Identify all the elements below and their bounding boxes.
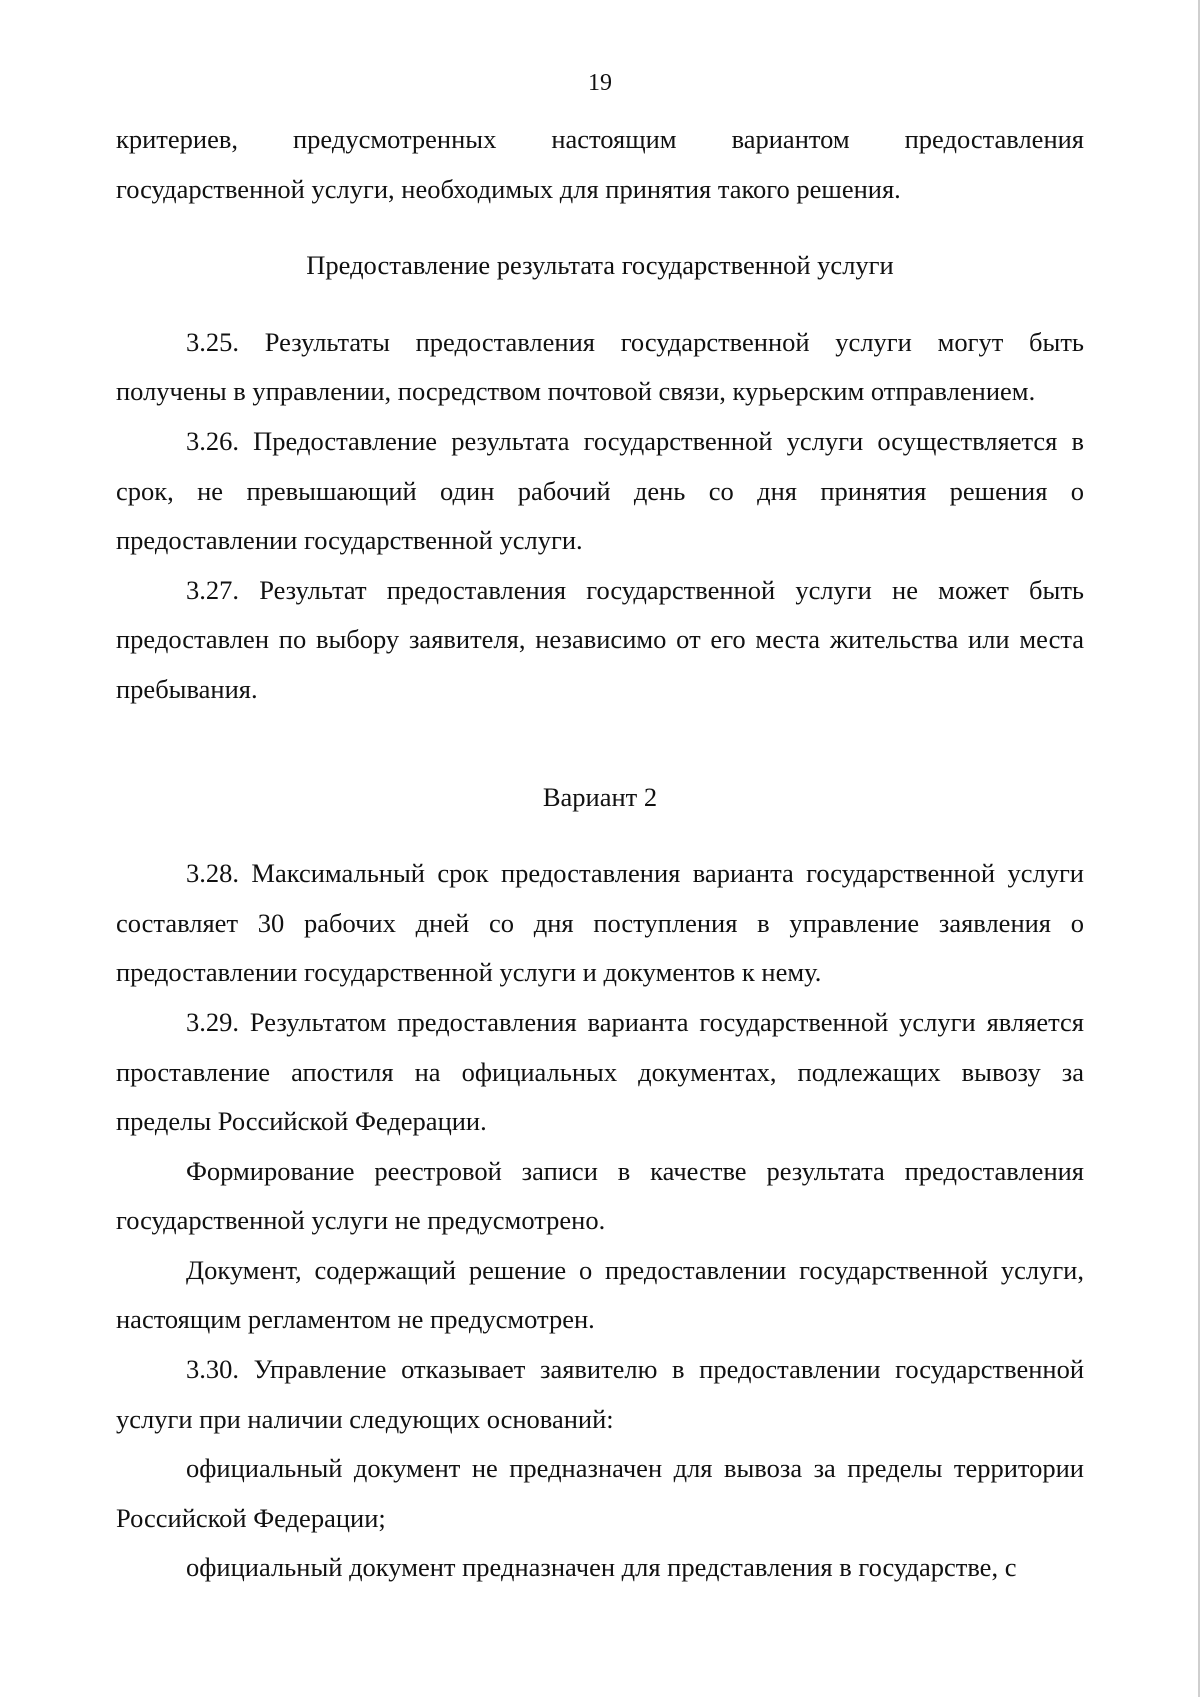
paragraph-registry-record: Формирование реестровой записи в качестве результата предоставления государственной услуги не предусмотрено.: [116, 1155, 1084, 1236]
paragraph-3-25: 3.25. Результаты предоставления государственной услуги могут быть получены в управлении, посредством почтовой связи, курьерским отправлением.: [116, 326, 1084, 407]
paragraph-refusal-ground-2: официальный документ предназначен для представления в государстве, с: [186, 1552, 1017, 1583]
section-heading-result: Предоставление результата государственной услуги: [306, 250, 894, 281]
paragraph-continuation: критериев, предусмотренных настоящим вариантом предоставления государственной услуги, необходимых для принятия такого решения.: [116, 124, 1084, 204]
paragraph-3-29: 3.29. Результатом предоставления варианта государственной услуги является проставление апостиля на официальных документах, подлежащих вывозу за пределы Российской Федерации.: [116, 1006, 1084, 1137]
paragraph-3-28: 3.28. Максимальный срок предоставления варианта государственной услуги составляет 30 рабочих дней со дня поступления в управление заявления о предоставлении государственной услуги и документов к нему.: [116, 858, 1084, 988]
paragraph-3-26: 3.26. Предоставление результата государственной услуги осуществляется в срок, не превышающий один рабочий день со дня принятия решения о предоставлении государственной услуги.: [116, 425, 1084, 556]
paragraph-decision-document: Документ, содержащий решение о предоставлении государственной услуги, настоящим регламентом не предусмотрен.: [116, 1254, 1084, 1335]
paragraph-refusal-ground-1: официальный документ не предназначен для вывоза за пределы территории Российской Федерации;: [116, 1453, 1084, 1533]
paragraph-3-27: 3.27. Результат предоставления государственной услуги не может быть предоставлен по выбору заявителя, независимо от его места жительства или места пребывания.: [116, 574, 1084, 704]
document-body: [116, 115, 1084, 1593]
section-heading-variant-2: Вариант 2: [542, 781, 658, 812]
page-number: 19: [588, 70, 612, 96]
paragraph-3-30: 3.30. Управление отказывает заявителю в предоставлении государственной услуги при наличии следующих оснований:: [116, 1354, 1084, 1434]
